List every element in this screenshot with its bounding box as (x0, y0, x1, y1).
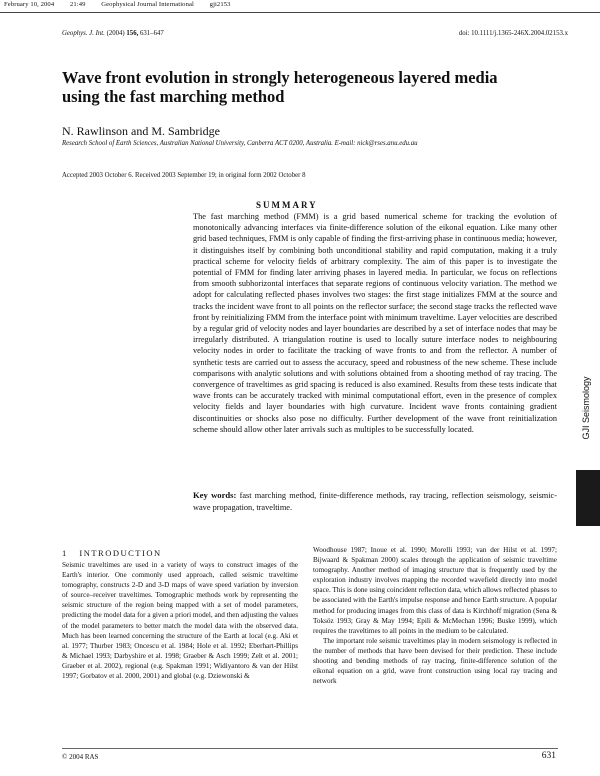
authors: N. Rawlinson and M. Sambridge (62, 124, 220, 138)
affiliation: Research School of Earth Sciences, Australian National University, Canberra ACT 0200, Australia. E-mail: nick@rses.anu.edu.au (62, 140, 418, 147)
journal-volume: 156, (126, 30, 139, 37)
keywords-text: fast marching method, finite-difference methods, ray tracing, reflection seismology, seismic-wave propagation, traveltime. (193, 491, 557, 512)
intro-paragraph-continued: Woodhouse 1987; Inoue et al. 1990; Morelli 1993; van der Hilst et al. 1997; Bijwaard & Spakman 2000) scales through the application of seismic traveltime tomography. Another method of imaging structure that is frequently used by the exploration industry involves mapping the recorded wavefield directly into model space. This is done using coincident reflection data, which allows reflected phases to be associated with the Earth's impulse response and hence Earth structure. A popular method for producing images from this class of data is Kirchhoff migration (Sena & Toksöz 1993; Gray & May 1994; Epili & McMechan 1996; Buske 1999), which requires the traveltimes to all points in the medium to be calculated. (313, 546, 557, 635)
journal-reference (62, 30, 164, 37)
summary-text (193, 211, 557, 435)
section-number: 1 (62, 548, 68, 558)
section-title: INTRODUCTION (79, 548, 162, 558)
section-tab-block (576, 470, 600, 526)
summary-heading: SUMMARY (256, 200, 318, 210)
doi[interactable]: doi: 10.1111/j.1365-246X.2004.02153.x (458, 30, 568, 37)
journal-year: (2004) (106, 30, 125, 37)
header-time: 21:49 (69, 1, 86, 8)
section-tab-text: GJI Seismology (581, 376, 591, 440)
intro-paragraph-2: The important role seismic traveltimes play in modern seismology is reflected in the number of methods that have been devised for their prediction. These include shooting and bending methods of ray tracing, finite-difference solution of the eikonal equation on a grid, wave front construction using local ray tracing and network (313, 636, 557, 686)
keywords (193, 490, 557, 513)
header-code: gji2153 (209, 1, 231, 8)
journal-name: Geophys. J. Int. (62, 30, 105, 37)
header-journal: Geophysical Journal International (101, 1, 194, 8)
intro-column-right (313, 545, 557, 686)
copyright: © 2004 RAS (62, 753, 99, 761)
header-date: February 10, 2004 (4, 1, 55, 8)
section-tab-label (574, 348, 598, 468)
running-header (4, 1, 245, 8)
intro-column-left (62, 560, 298, 681)
keywords-label: Key words: (193, 490, 237, 500)
article-title: Wave front evolution in strongly heterogeneous layered media using the fast marching method (62, 68, 498, 106)
journal-pages: 631–647 (140, 30, 164, 37)
accepted-dates: Accepted 2003 October 6. Received 2003 September 19; in original form 2002 October 8 (62, 172, 306, 179)
page-number: 631 (541, 751, 556, 761)
summary-paragraph: The fast marching method (FMM) is a grid based numerical scheme for tracking the evolution of monotonically advancing interfaces via finite-difference solution of the eikonal equation. Like many other grid based techniques, FMM is only capable of finding the first-arriving phase in continuous media; however, it distinguishes itself by combining both unconditional stability and rapid computation, making it a truly practical scheme for velocity fields of arbitrary complexity. The aim of this paper is to investigate the potential of FMM for finding later arriving phases in layered media. In particular, we focus on reflections from smooth subhorizontal interfaces that separate regions of continuous velocity variation. The method we adopt for calculating reflected phases involves two stages: the first stage initializes FMM at the source and tracks the incident wave front to all points on the reflector surface; the second stage tracks the reflected wave front by reinitializing FMM from the interface point with minimum traveltime. Layer velocities are described by a regular grid of velocity nodes and layer boundaries are described by a set of interface nodes that may be irregularly distributed. A triangulation routine is used to locally suture interface nodes to neighbouring velocity nodes in order to facilitate the tracking of wave fronts to and from the reflector. A number of synthetic tests are carried out to assess the accuracy, speed and robustness of the new scheme. These include comparisons with analytic solutions and with solutions obtained from a shooting method of ray tracing. The convergence of traveltimes as grid spacing is reduced is also examined. Results from these tests indicate that wave fronts can be accurately tracked with minimal computational effort, even in the presence of complex velocity fields and layer boundaries with high curvature. Incident wave fronts containing gradient discontinuities or shocks also pose no difficulty. Further development of the wave front reinitialization scheme should allow other later arrivals such as multiples to be successfully located. (193, 212, 557, 434)
section-heading (62, 548, 162, 558)
footer-rule (62, 748, 558, 749)
header-rule (0, 12, 600, 13)
intro-paragraph-1: Seismic traveltimes are used in a variety of ways to construct images of the Earth's interior. One commonly used approach, called seismic traveltime tomography, constructs 2-D and 3-D maps of wave speed variation by inversion of source–receiver traveltimes. Tomographic methods work by representing the seismic structure of the region being mapped with a set of model parameters, predicting the model data for a given a priori model, and then adjusting the values of the model parameters to better match the model data with the observed data. Much has been learned concerning the structure of the Earth at local (e.g. Aki et al. 1977; Thurber 1983; Oncescu et al. 1984; Hole et al. 1992; Eberhart-Phillips & Michael 1993; Darbyshire et al. 1998; Graeber & Asch 1999; Zelt et al. 2001; Graeber et al. 2002), regional (e.g. Spakman 1991; Widiyantoro & van der Hilst 1997; Gorbatov et al. 2000, 2001) and global (e.g. Dziewonski & (62, 561, 298, 681)
